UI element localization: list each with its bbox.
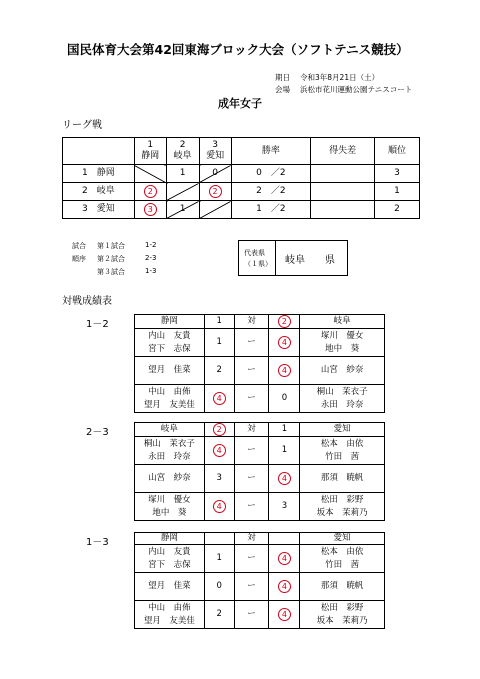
game-row [135, 357, 385, 385]
venue-label: 会場 [275, 85, 290, 94]
game-score-b: 4 [269, 329, 300, 357]
team-label: 3 愛知 [63, 201, 135, 219]
vs-label: 対 [234, 533, 269, 545]
team-b: 愛知 [300, 533, 385, 545]
score-cell: 2 [134, 183, 166, 201]
game-dash: ー [234, 465, 269, 493]
rate-cell: 1 ／2 [231, 201, 311, 219]
match-id: 2－3 [86, 427, 109, 438]
match-table [134, 532, 385, 629]
game-score-a: 3 [204, 465, 234, 493]
order-label-1: 試合 [72, 242, 86, 250]
diagonal-cell [166, 183, 199, 201]
game-score-a: 4 [204, 493, 234, 521]
game-dash: ー [234, 573, 269, 601]
pair-b: 那須 暁帆 [300, 573, 385, 601]
match-table [134, 314, 385, 413]
game-row [135, 493, 385, 521]
diff-cell [311, 165, 375, 183]
pair-b: 塚川 優女 地中 葵 [300, 329, 385, 357]
pair-a: 内山 友貴 宮下 志保 [135, 329, 205, 357]
game-score-a: 1 [204, 545, 234, 573]
pair-a: 桐山 茉衣子 永田 玲奈 [135, 437, 205, 465]
pair-a: 望月 佳菜 [135, 573, 205, 601]
game-score-a: 4 [204, 385, 234, 413]
pair-a: 中山 由佈 望月 友美佳 [135, 601, 205, 629]
col-header-2: 2 岐阜 [166, 138, 199, 165]
score-cell: 1 [166, 201, 199, 219]
league-row [63, 165, 420, 183]
pair-b: 松本 由依 竹田 茜 [300, 437, 385, 465]
game-dash: ー [234, 385, 269, 413]
col-header-diff: 得失差 [311, 138, 375, 165]
game-dash: ー [234, 357, 269, 385]
score-a [204, 533, 234, 545]
pair-b: 那須 暁帆 [300, 465, 385, 493]
pair-a: 山宮 紗奈 [135, 465, 205, 493]
rank-cell: 2 [375, 201, 420, 219]
page-title: 国民体育大会第42回東海ブロック大会（ソフトテニス競技） [67, 42, 409, 57]
order-label-2: 順序 [72, 255, 86, 263]
team-a: 静岡 [135, 315, 205, 329]
game-score-b: 4 [269, 601, 300, 629]
score-cell: 3 [134, 201, 166, 219]
order-match-1: 第１試合 [97, 242, 125, 250]
col-header-rate: 勝率 [231, 138, 311, 165]
game-row [135, 437, 385, 465]
league-row [63, 183, 420, 201]
rep-label: 代表県 [244, 249, 265, 257]
team-a: 静岡 [135, 533, 205, 545]
representative-box [238, 240, 348, 276]
game-dash: ー [234, 493, 269, 521]
col-header-3: 3 愛知 [199, 138, 231, 165]
score-b: 2 [269, 315, 300, 329]
rank-cell: 1 [375, 183, 420, 201]
order-pair-2: 2-3 [145, 254, 157, 262]
score-a: 2 [204, 423, 234, 437]
pair-b: 桐山 茉衣子 永田 玲奈 [300, 385, 385, 413]
diagonal-cell [199, 201, 231, 219]
pair-b: 山宮 紗奈 [300, 357, 385, 385]
pair-b: 松田 彩野 坂本 茉莉乃 [300, 601, 385, 629]
order-pair-3: 1-3 [145, 267, 157, 275]
game-row [135, 465, 385, 493]
team-label: 2 岐阜 [63, 183, 135, 201]
pair-a: 中山 由佈 望月 友美佳 [135, 385, 205, 413]
order-match-2: 第２試合 [97, 255, 125, 263]
date-value: 令和3年8月21日（土） [300, 73, 380, 82]
team-b: 岐阜 [300, 315, 385, 329]
match-id: 1－3 [86, 537, 109, 548]
game-score-b: 3 [269, 493, 300, 521]
score-cell: 0 [199, 165, 231, 183]
league-row [63, 201, 420, 219]
game-row [135, 573, 385, 601]
match-id: 1－2 [86, 319, 109, 330]
team-label: 1 静岡 [63, 165, 135, 183]
team-a: 岐阜 [135, 423, 205, 437]
blank-cell [63, 138, 135, 165]
col-header-1: 1 静岡 [134, 138, 166, 165]
rep-divider [275, 241, 276, 275]
score-cell: 2 [199, 183, 231, 201]
game-dash: ー [234, 601, 269, 629]
pair-b: 松本 由依 竹田 茜 [300, 545, 385, 573]
order-match-3: 第３試合 [97, 268, 125, 276]
game-dash: ー [234, 545, 269, 573]
score-cell: 1 [166, 165, 199, 183]
game-score-a: 2 [204, 357, 234, 385]
match-table [134, 422, 385, 521]
rep-value: 岐阜 県 [285, 255, 335, 266]
results-heading: 対戦成績表 [62, 296, 112, 307]
rate-cell: 2 ／2 [231, 183, 311, 201]
pair-a: 内山 友貴 宮下 志保 [135, 545, 205, 573]
team-b: 愛知 [300, 423, 385, 437]
match-header [135, 315, 385, 329]
pair-a: 塚川 優女 地中 葵 [135, 493, 205, 521]
game-score-b: 1 [269, 437, 300, 465]
vs-label: 対 [234, 423, 269, 437]
venue-value: 浜松市花川運動公園テニスコート [300, 85, 413, 94]
game-score-a: 1 [204, 329, 234, 357]
game-score-b: 0 [269, 385, 300, 413]
game-score-a: 0 [204, 573, 234, 601]
game-score-b: 4 [269, 545, 300, 573]
score-b [269, 533, 300, 545]
diagonal-cell [134, 165, 166, 183]
game-score-b: 4 [269, 573, 300, 601]
pair-a: 望月 佳菜 [135, 357, 205, 385]
game-score-a: 2 [204, 601, 234, 629]
score-b: 1 [269, 423, 300, 437]
league-heading: リーグ戦 [62, 120, 102, 131]
league-table [62, 137, 420, 219]
pair-b: 松田 彩野 坂本 茉莉乃 [300, 493, 385, 521]
game-dash: ー [234, 437, 269, 465]
diff-cell [311, 201, 375, 219]
game-row [135, 329, 385, 357]
vs-label: 対 [234, 315, 269, 329]
col-header-rank: 順位 [375, 138, 420, 165]
rank-cell: 3 [375, 165, 420, 183]
league-header-row [63, 138, 420, 165]
rate-cell: 0 ／2 [231, 165, 311, 183]
game-row [135, 385, 385, 413]
game-row [135, 545, 385, 573]
game-row [135, 601, 385, 629]
game-dash: ー [234, 329, 269, 357]
date-label: 期日 [275, 73, 290, 82]
match-header [135, 423, 385, 437]
diff-cell [311, 183, 375, 201]
category-title: 成年女子 [218, 97, 262, 110]
score-a: 1 [204, 315, 234, 329]
rep-sublabel: （１県） [244, 260, 272, 268]
game-score-a: 4 [204, 437, 234, 465]
order-pair-1: 1-2 [145, 241, 157, 249]
game-score-b: 4 [269, 465, 300, 493]
match-header [135, 533, 385, 545]
game-score-b: 4 [269, 357, 300, 385]
